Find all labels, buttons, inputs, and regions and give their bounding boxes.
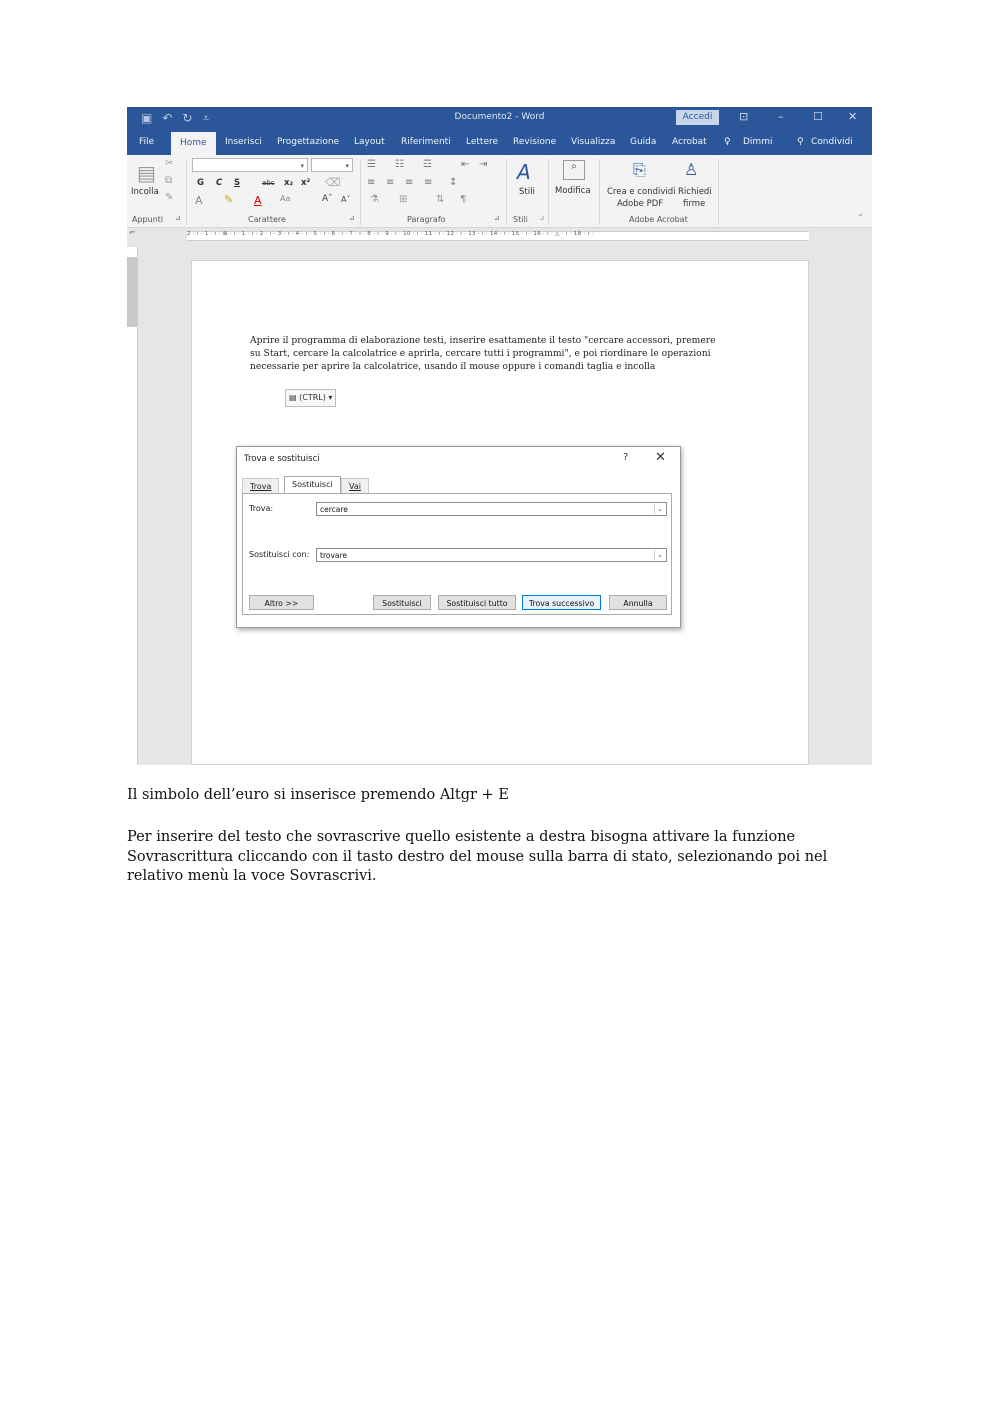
overwrite-paragraph: Per inserire del testo che sovrascrive quello esistente a destra bisogna attivare la funzione Sovrascrittura cliccando con il tasto destro del mouse sulla barra di stato, selezionando poi nel relativo menù la voce Sovrascrivi. [127, 829, 828, 884]
lightbulb-icon: ♀ [724, 137, 731, 147]
tell-me-search[interactable]: Dimmi [743, 137, 773, 147]
font-size-combo[interactable]: ▾ [311, 158, 353, 172]
align-right-icon[interactable]: ≡ [405, 177, 414, 188]
customize-qat-icon[interactable]: ⩡ [202, 111, 210, 125]
help-button[interactable]: ? [623, 452, 629, 463]
copy-icon[interactable]: ⧉ [165, 175, 173, 186]
group-adobe-acrobat: Adobe Acrobat [629, 215, 688, 224]
text-effects-icon[interactable]: A [195, 194, 203, 207]
format-painter-icon[interactable]: ✎ [165, 192, 174, 203]
change-case-icon[interactable]: Aa [280, 194, 291, 203]
vertical-ruler-margin [127, 257, 137, 327]
divider [186, 159, 187, 225]
sign-in-button[interactable]: Accedi [676, 110, 719, 125]
search-icon[interactable]: ⌕ [563, 160, 585, 180]
paste-options-button[interactable] [285, 389, 336, 407]
multilevel-list-icon[interactable]: ☲ [423, 159, 432, 170]
editing-button[interactable]: Modifica [555, 186, 591, 196]
styles-button[interactable]: Stili [519, 187, 535, 197]
find-value: cercare [320, 505, 348, 514]
clear-formatting-icon[interactable]: ⌫ [325, 176, 341, 189]
replace-label: Sostituisci con: [249, 550, 310, 559]
dialog-close-button[interactable]: ✕ [655, 450, 666, 465]
find-label: Trova: [249, 504, 274, 513]
horizontal-ruler [127, 228, 872, 241]
replace-all-button[interactable]: Sostituisci tutto [438, 595, 516, 610]
tab-references[interactable]: Riferimenti [401, 137, 451, 147]
undo-icon[interactable]: ↶ [162, 111, 173, 125]
align-center-icon[interactable]: ≡ [386, 177, 395, 188]
styles-launcher-icon[interactable]: ⊿ [539, 214, 545, 222]
tab-review[interactable]: Revisione [513, 137, 557, 147]
divider [548, 159, 549, 225]
tab-mailings[interactable]: Lettere [466, 137, 499, 147]
tab-file[interactable]: File [139, 137, 155, 147]
clipboard-icon[interactable]: ▤ [137, 161, 156, 185]
request-signatures-icon[interactable]: ♙ [684, 160, 699, 179]
grow-font-icon[interactable]: Aˆ [322, 194, 333, 204]
font-launcher-icon[interactable]: ⊿ [349, 214, 355, 222]
strikethrough-button[interactable]: abc [262, 179, 275, 187]
chevron-down-icon[interactable]: ⌄ [654, 504, 665, 514]
underline-button[interactable]: S [234, 178, 241, 188]
redo-icon[interactable]: ↻ [182, 111, 193, 125]
pilcrow-icon[interactable]: ¶ [460, 194, 467, 205]
collapse-ribbon-icon[interactable]: ⌃ [857, 213, 864, 222]
replace-input[interactable] [316, 548, 667, 562]
chevron-down-icon[interactable]: ⌄ [654, 550, 665, 560]
tab-goto[interactable] [341, 478, 369, 494]
tab-layout[interactable]: Layout [354, 137, 385, 147]
font-color-icon[interactable]: A [254, 194, 262, 207]
numbering-icon[interactable]: ☷ [395, 159, 404, 170]
replace-button[interactable]: Sostituisci [373, 595, 431, 610]
ribbon-home [127, 155, 872, 228]
save-icon[interactable]: ▣ [141, 111, 153, 125]
group-styles: Stili [513, 215, 528, 224]
tab-selector-icon[interactable]: ⌐ [129, 228, 136, 237]
decrease-indent-icon[interactable]: ⇤ [461, 159, 470, 170]
sort-icon[interactable]: ⇅ [436, 194, 445, 205]
tab-find-label: Trova [250, 482, 272, 491]
request-signatures-line1[interactable]: Richiedi [678, 187, 712, 197]
tab-find[interactable] [242, 478, 279, 494]
tab-design[interactable]: Progettazione [277, 137, 340, 147]
maximize-icon[interactable]: ☐ [813, 110, 823, 123]
paste-button[interactable]: Incolla [131, 187, 159, 197]
euro-paragraph: Il simbolo dell’euro si inserisce premendo Altgr + E [127, 787, 509, 803]
word-screenshot [127, 107, 872, 765]
ribbon-tabs [127, 130, 872, 155]
tab-view[interactable]: Visualizza [571, 137, 616, 147]
find-next-button[interactable]: Trova successivo [522, 595, 601, 610]
paste-options-label: (CTRL) ▾ [299, 393, 333, 402]
dialog-title: Trova e sostituisci [244, 454, 320, 464]
increase-indent-icon[interactable]: ⇥ [479, 159, 488, 170]
divider [599, 159, 600, 225]
paste-options-icon: ▤ [289, 393, 297, 402]
close-icon[interactable]: ✕ [848, 110, 858, 123]
divider [360, 159, 361, 225]
line-spacing-icon[interactable]: ↕ [449, 177, 458, 188]
replace-value: trovare [320, 551, 348, 560]
tab-help[interactable]: Guida [630, 137, 657, 147]
create-share-pdf-line2[interactable]: Adobe PDF [617, 199, 664, 209]
tab-replace[interactable]: Sostituisci [284, 476, 341, 494]
tab-goto-label: Vai [349, 482, 361, 491]
shrink-font-icon[interactable]: Aˇ [341, 195, 351, 204]
styles-icon[interactable]: A [517, 160, 531, 184]
subscript-button[interactable]: x₂ [284, 178, 294, 188]
find-input[interactable] [316, 502, 667, 516]
share-icon: ⚲ [797, 137, 804, 147]
request-signatures-line2[interactable]: firme [683, 199, 706, 209]
bold-button[interactable]: G [197, 178, 204, 188]
ruler-marks: 2 · ı · 1 · ı · ⊠ · ı · 1 · ı · 2 · ı · 3 · ı · 4 · ı · 5 · ı · 6 · ı · 7 · ı · 8 · ı · 9 · ı · 10 · ı · 11 · ı · 12 · ı · 13 · ı · 14 · ı · 15 · ı · 16 · ı · △ · ı · 18 · ı · [187, 231, 594, 237]
tab-home[interactable]: Home [171, 132, 216, 155]
share-button[interactable]: Condividi [811, 137, 853, 147]
cancel-button[interactable]: Annulla [609, 595, 667, 610]
justify-icon[interactable]: ≡ [424, 177, 433, 188]
align-left-icon[interactable]: ≡ [367, 177, 376, 188]
minimize-icon[interactable]: – [778, 110, 784, 123]
clipboard-launcher-icon[interactable]: ⊿ [175, 214, 181, 222]
vertical-ruler [127, 247, 138, 765]
tab-acrobat[interactable]: Acrobat [672, 137, 707, 147]
italic-button[interactable]: C [216, 178, 223, 188]
borders-icon[interactable]: ⊞ [399, 194, 408, 205]
font-name-combo[interactable]: ▾ [192, 158, 308, 172]
cut-icon[interactable]: ✂ [165, 158, 174, 169]
create-share-pdf-line1[interactable]: Crea e condividi [607, 187, 676, 197]
more-button[interactable]: Altro >> [249, 595, 314, 610]
ribbon-display-icon[interactable]: ⊡ [739, 110, 749, 123]
group-font: Carattere [248, 215, 286, 224]
superscript-button[interactable]: x² [301, 178, 311, 188]
create-pdf-icon[interactable]: ⎘ [633, 160, 646, 179]
bullets-icon[interactable]: ☰ [367, 159, 376, 170]
group-paragraph: Paragrafo [407, 215, 446, 224]
window-title: Documento2 - Word [454, 112, 545, 122]
find-replace-dialog [236, 446, 681, 628]
group-clipboard: Appunti [132, 215, 164, 224]
shading-icon[interactable]: ⚗ [370, 194, 379, 205]
divider [506, 159, 507, 225]
document-paragraph[interactable]: Aprire il programma di elaborazione testi, inserire esattamente il testo "cercare accessori, premere su Start, cercare la calcolatrice e aprirla, cercare tutti i programmi", e poi riordinare le operazioni necessarie per aprire la calcolatrice, usando il mouse oppure i comandi taglia e incolla [250, 335, 716, 372]
paragraph-launcher-icon[interactable]: ⊿ [494, 214, 500, 222]
title-bar [127, 107, 872, 130]
divider [718, 159, 719, 225]
tab-insert[interactable]: Inserisci [225, 137, 262, 147]
highlight-icon[interactable]: ✎ [224, 193, 234, 206]
replace-panel [242, 493, 672, 615]
